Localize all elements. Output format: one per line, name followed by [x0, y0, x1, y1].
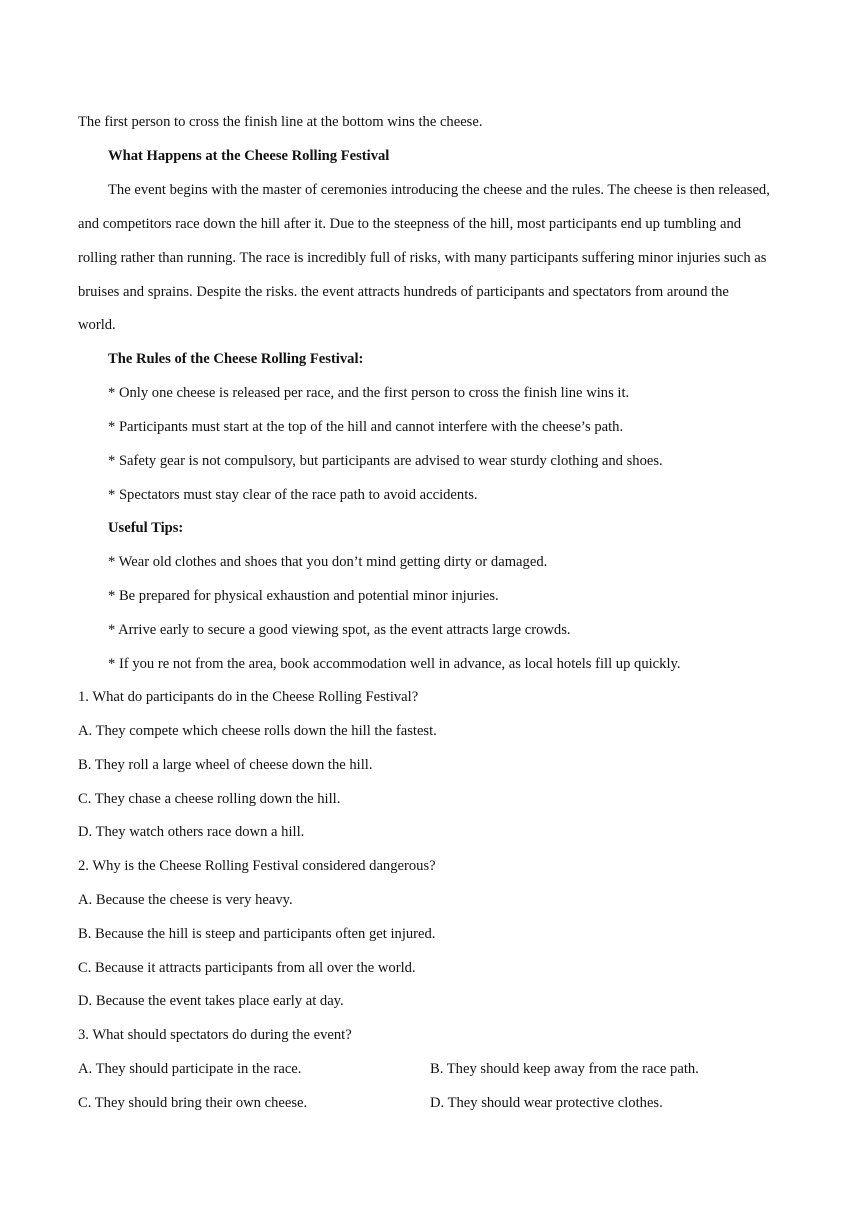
answer-option: B. They should keep away from the race path.: [430, 1061, 699, 1077]
answer-option: C. They should bring their own cheese.: [78, 1095, 308, 1111]
rule-item: * Only one cheese is released per race, and the first person to cross the finish line wins it.: [108, 385, 630, 401]
answer-option: A. They compete which cheese rolls down the hill the fastest.: [78, 723, 437, 739]
answer-option: D. Because the event takes place early at day.: [78, 993, 344, 1009]
intro-line: The first person to cross the finish line at the bottom wins the cheese.: [78, 114, 483, 130]
tip-item: * If you re not from the area, book accommodation well in advance, as local hotels fill up quickly.: [108, 656, 681, 672]
answer-option: A. Because the cheese is very heavy.: [78, 892, 293, 908]
rule-item: * Safety gear is not compulsory, but participants are advised to wear sturdy clothing and shoes.: [108, 453, 663, 469]
answer-option: B. Because the hill is steep and participants often get injured.: [78, 926, 436, 942]
answer-option: C. They chase a cheese rolling down the hill.: [78, 791, 341, 807]
tip-item: * Wear old clothes and shoes that you don’t mind getting dirty or damaged.: [108, 554, 548, 570]
rule-item: * Participants must start at the top of the hill and cannot interfere with the cheese’s path.: [108, 419, 624, 435]
answer-option: D. They should wear protective clothes.: [430, 1095, 663, 1111]
section-heading-what-happens: What Happens at the Cheese Rolling Festival: [108, 148, 390, 164]
paragraph-line: and competitors race down the hill after it. Due to the steepness of the hill, most participants end up tumbling and: [78, 216, 742, 232]
question-stem: 3. What should spectators do during the event?: [78, 1027, 352, 1043]
section-heading-tips: Useful Tips:: [108, 520, 184, 536]
paragraph-line: The event begins with the master of ceremonies introducing the cheese and the rules. The cheese is then released,: [108, 182, 770, 198]
answer-option: D. They watch others race down a hill.: [78, 824, 305, 840]
answer-option: B. They roll a large wheel of cheese down the hill.: [78, 757, 373, 773]
paragraph-line: bruises and sprains. Despite the risks. the event attracts hundreds of participants and spectators from around the: [78, 284, 729, 300]
rule-item: * Spectators must stay clear of the race path to avoid accidents.: [108, 487, 478, 503]
question-stem: 1. What do participants do in the Cheese Rolling Festival?: [78, 689, 419, 705]
tip-item: * Be prepared for physical exhaustion and potential minor injuries.: [108, 588, 499, 604]
question-stem: 2. Why is the Cheese Rolling Festival considered dangerous?: [78, 858, 436, 874]
answer-option: A. They should participate in the race.: [78, 1061, 302, 1077]
answer-option: C. Because it attracts participants from all over the world.: [78, 960, 416, 976]
tip-item: * Arrive early to secure a good viewing spot, as the event attracts large crowds.: [108, 622, 571, 638]
paragraph-line: world.: [78, 317, 116, 333]
section-heading-rules: The Rules of the Cheese Rolling Festival:: [108, 351, 364, 367]
paragraph-line: rolling rather than running. The race is incredibly full of risks, with many participants suffering minor injuries such as: [78, 250, 767, 266]
